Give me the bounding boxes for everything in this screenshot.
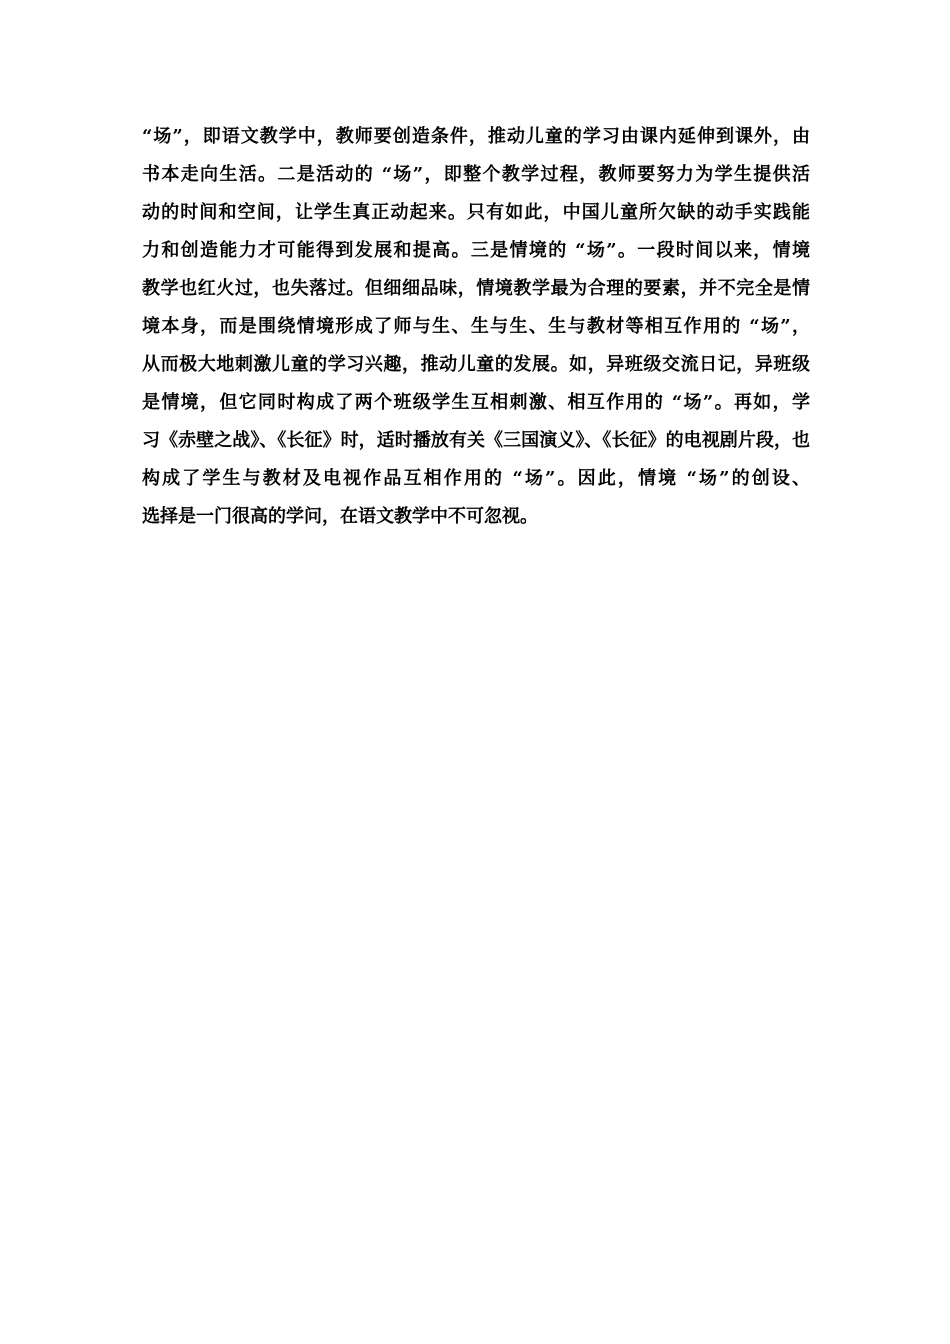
paragraph-line-1: “场”，即语文教学中，教师要创造条件，推动儿童的学习由课内延伸到课外，由 bbox=[142, 126, 810, 147]
paragraph-line-2: 书本走向生活。二是活动的 “场”，即整个教学过程，教师要努力为学生提供活 bbox=[142, 164, 810, 185]
paragraph-line-11: 选择是一门很高的学问，在语文教学中不可忽视。 bbox=[142, 506, 538, 527]
paragraph-line-7: 从而极大地刺激儿童的学习兴趣，推动儿童的发展。如，异班级交流日记，异班级 bbox=[142, 354, 810, 375]
paragraph-line-9: 习《赤壁之战》、《长征》时，适时播放有关《三国演义》、《长征》的电视剧片段，也 bbox=[142, 430, 810, 451]
paragraph-line-5: 教学也红火过，也失落过。但细细品味，情境教学最为合理的要素，并不完全是情 bbox=[142, 278, 810, 299]
paragraph-line-4: 力和创造能力才可能得到发展和提高。三是情境的 “场”。一段时间以来，情境 bbox=[142, 240, 810, 261]
body-paragraph bbox=[142, 118, 810, 536]
paragraph-line-10: 构成了学生与教材及电视作品互相作用的 “场”。因此，情境 “场”的创设、 bbox=[142, 468, 810, 489]
paragraph-line-3: 动的时间和空间，让学生真正动起来。只有如此，中国儿童所欠缺的动手实践能 bbox=[142, 202, 810, 223]
paragraph-line-6: 境本身，而是围绕情境形成了师与生、生与生、生与教材等相互作用的 “场”， bbox=[142, 316, 810, 337]
paragraph-line-8: 是情境，但它同时构成了两个班级学生互相刺激、相互作用的 “场”。再如，学 bbox=[142, 392, 810, 413]
